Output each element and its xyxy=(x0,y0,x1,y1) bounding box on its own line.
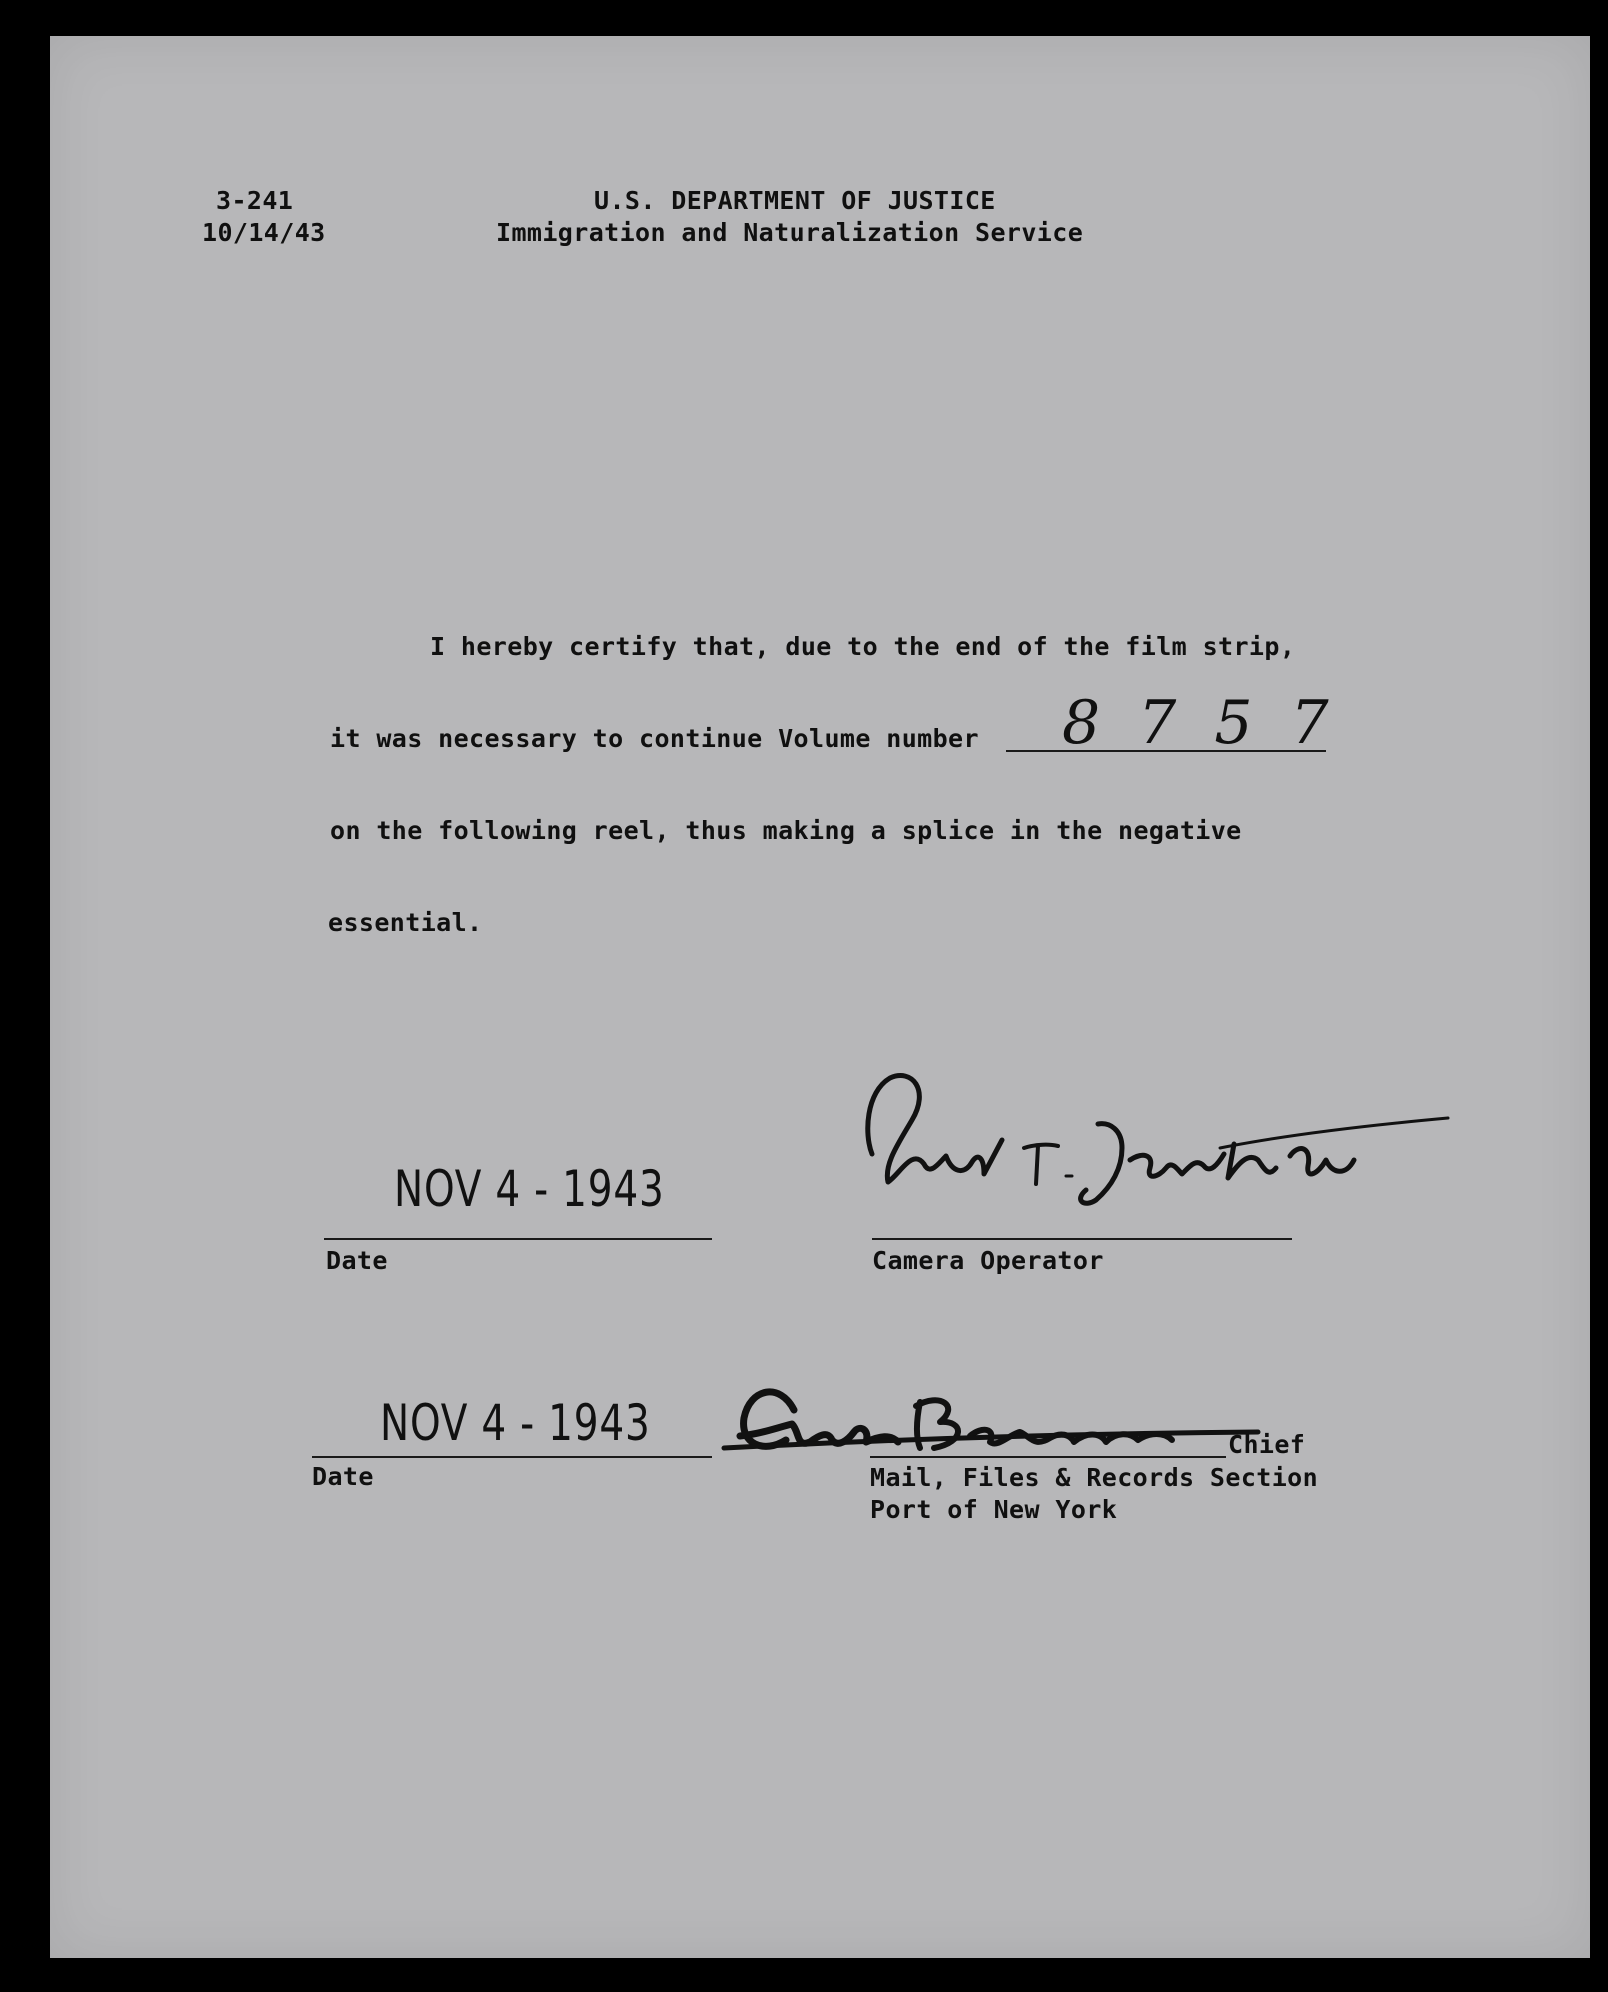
document-sheet xyxy=(50,36,1590,1958)
chief-date-stamp: NOV 4 - 1943 xyxy=(380,1394,651,1452)
camera-date-stamp: NOV 4 - 1943 xyxy=(394,1160,665,1218)
volume-number-handwritten: 8757 xyxy=(1062,688,1367,758)
camera-date-line xyxy=(324,1238,712,1240)
camera-date-label: Date xyxy=(326,1246,388,1275)
certify-line-1: I hereby certify that, due to the end of the film strip, xyxy=(430,632,1296,661)
form-date: 10/14/43 xyxy=(202,218,326,247)
agency-title: U.S. DEPARTMENT OF JUSTICE xyxy=(594,186,996,215)
chief-title-label: Chief xyxy=(1228,1430,1306,1459)
certify-line-3: on the following reel, thus making a splice in the negative xyxy=(330,816,1242,845)
camera-operator-signature xyxy=(860,1064,1460,1244)
camera-operator-line xyxy=(872,1238,1292,1240)
chief-signature-line xyxy=(870,1456,1226,1458)
certify-line-4: essential. xyxy=(328,908,483,937)
chief-date-label: Date xyxy=(312,1462,374,1491)
certify-line-2: it was necessary to continue Volume number xyxy=(330,724,979,753)
chief-port-label: Port of New York xyxy=(870,1495,1118,1524)
chief-date-line xyxy=(312,1456,712,1458)
form-number: 3-241 xyxy=(216,186,294,215)
service-title: Immigration and Naturalization Service xyxy=(496,218,1084,247)
chief-office-label: Mail, Files & Records Section xyxy=(870,1463,1319,1492)
camera-operator-label: Camera Operator xyxy=(872,1246,1104,1275)
